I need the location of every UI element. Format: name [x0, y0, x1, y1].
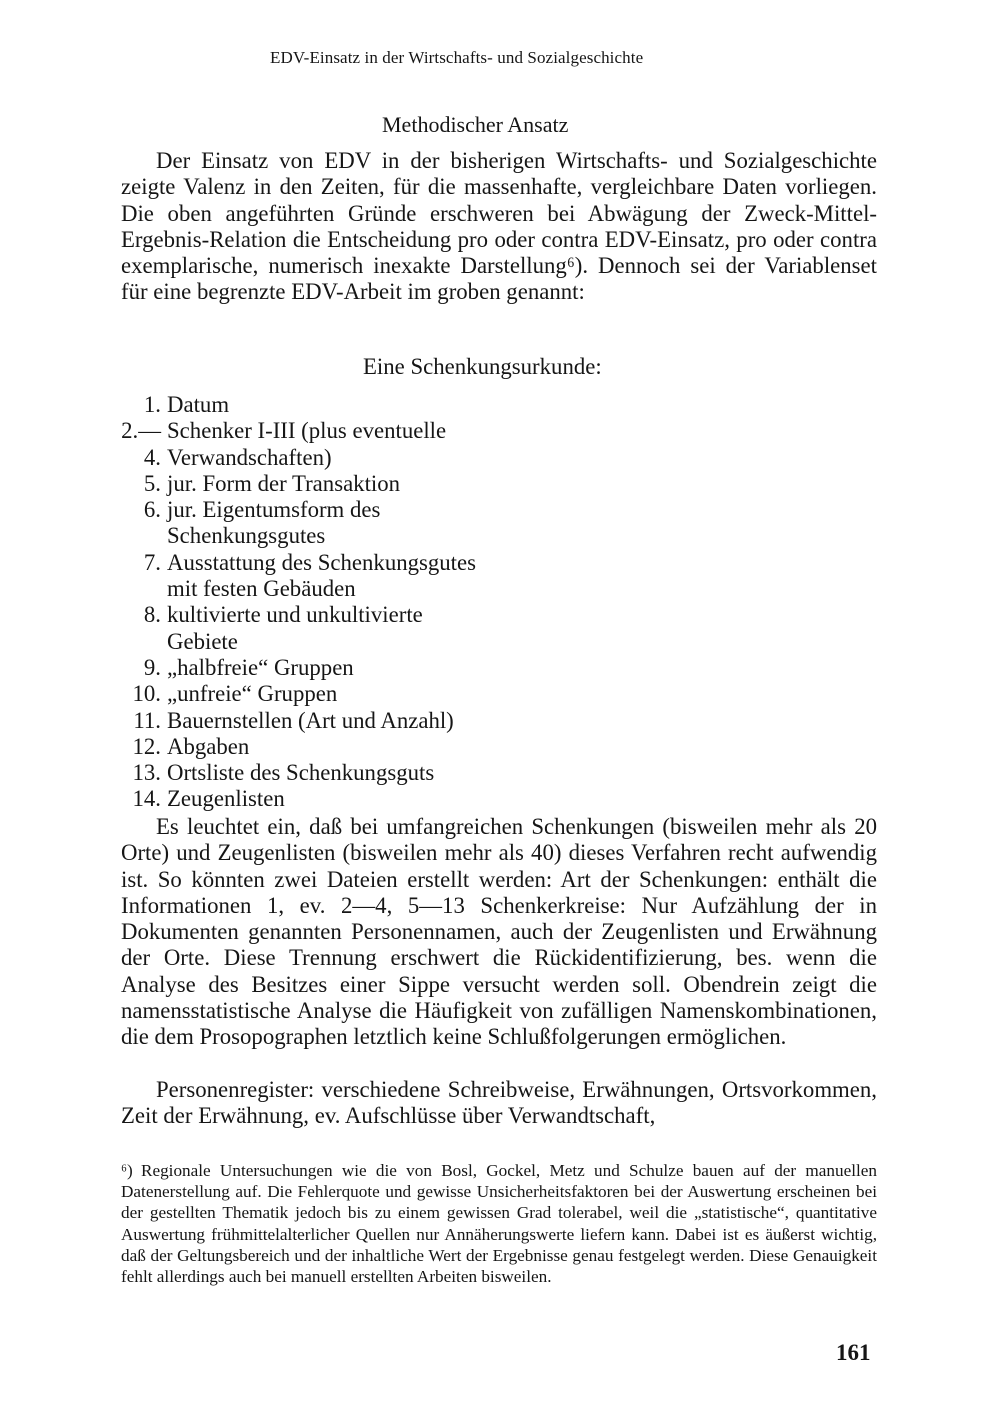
list-item-number: 9. [143, 654, 161, 680]
paragraph-2-text: Es leuchtet ein, daß bei umfangreichen Schenkungen (bisweilen mehr als 20 Orte) und Zeugenlisten (bisweilen mehr als 40) dieses Verfahren recht aufwendig ist. So könnten zwei Dateien erstellt werden: Art der Schenkungen: enthält die Informationen 1, ev. 2—4, 5—13 Schenkerkreise: Nur Aufzählung der in Dokumenten genannten Personennamen, auch der Zeugenlisten und Erwähnung der Orte. Diese Trennung erschwert die Rückidentifizierung, bes. wenn die Analyse des Besitzes einer Sippe versucht werden soll. Obendrein zeigt die namensstatistische Analyse die Häufigkeit von zufälligen Namenskombinationen, die dem Prosopographen letztlich keine Schlußfolgerungen ermöglichen. [121, 814, 877, 1050]
paragraph-3-text: Personenregister: verschiedene Schreibweise, Erwähnungen, Ortsvorkommen, Zeit der Erwähnung, ev. Aufschlüsse über Verwandtschaft, [121, 1077, 877, 1129]
list-item-text: Bauernstellen (Art und Anzahl) [167, 707, 454, 733]
list-item [112, 681, 487, 707]
list-item-text: „halbfreie“ Gruppen [167, 654, 354, 680]
list-item [112, 471, 487, 497]
list-item-text: Ausstattung des Schenkungsgutes mit festen Gebäuden [167, 549, 477, 602]
list-item-text: jur. Eigentumsform des Schenkungsgutes [167, 497, 381, 549]
list-item-number: 5. [143, 470, 161, 496]
list-item-text: Abgaben [167, 733, 250, 759]
list-item-number: 2.—4. [121, 418, 161, 470]
list-item-number: 12. [132, 733, 161, 759]
list-item [112, 786, 487, 812]
list-item-text: Datum [167, 392, 230, 417]
list-item [112, 708, 487, 734]
list-item [112, 655, 487, 681]
list-item [112, 550, 487, 603]
list-item-text: Zeugenlisten [167, 786, 285, 812]
list-item [112, 734, 487, 760]
list-item-text: kultivierte und unkultivierte Gebiete [167, 602, 423, 654]
paragraph-3 [121, 1077, 877, 1130]
list-item [112, 392, 487, 418]
list-item-number: 7. [143, 549, 161, 575]
footnote-text: Regionale Untersuchungen wie die von Bosl, Gockel, Metz und Schulze bauen auf der manuellen Datenerstellung auf. Die Fehlerquote und gewisse Unsicherheitsfaktoren bei der Auswertung erscheinen bei der gestellten Thematik jedoch bis zu einem gewissen Grad tolerabel, weil die „statistische“, quantitative Auswertung frühmittelalterlicher Quellen nur Annäherungswerte liefern kann. Dabei ist es äußerst wichtig, daß der Geltungsbereich und der inhaltliche Wert der Ergebnisse genau festgelegt werden. Diese Genauigkeit fehlt allerdings auch bei manuell erstellten Arbeiten bisweilen. [121, 1161, 877, 1287]
list-item-number: 8. [143, 602, 161, 628]
footnote [121, 1160, 877, 1287]
list-item-number: 14. [132, 786, 161, 812]
paragraph-2 [121, 814, 877, 1051]
paragraph-1-text: Der Einsatz von EDV in der bisherigen Wirtschafts- und Sozialgeschichte zeigte Valenz in den Zeiten, für die massenhafte, vergleichbare Daten vorliegen. Die oben angeführten Gründe erschweren bei Abwägung der Zweck-Mittel-Ergebnis-Relation die Entscheidung pro oder contra EDV-Einsatz, pro oder contra exemplarische, numerisch inexakte Darstellung⁶). Dennoch sei der Variablenset für eine begrenzte EDV-Arbeit im groben genannt: [121, 148, 877, 305]
list-item-text: jur. Form der Transaktion [167, 470, 401, 496]
list-item-text: Schenker I-III (plus eventuelle Verwandschaften) [167, 418, 447, 470]
running-head: EDV-Einsatz in der Wirtschafts- und Sozialgeschichte [270, 48, 644, 67]
page-number: 161 [836, 1340, 871, 1365]
section-heading: Methodischer Ansatz [382, 112, 569, 137]
list-item-text: „unfreie“ Gruppen [167, 681, 338, 707]
list-item-number: 1. [143, 392, 161, 417]
list-item-number: 13. [132, 760, 161, 786]
list-item-text: Ortsliste des Schenkungsguts [167, 760, 435, 786]
variable-list [112, 392, 487, 813]
list-item [112, 418, 487, 471]
list-item [112, 602, 487, 655]
list-item [112, 760, 487, 786]
list-item-number: 10. [132, 681, 161, 707]
paragraph-1 [121, 148, 877, 306]
list-title: Eine Schenkungsurkunde: [363, 354, 602, 379]
list-item-number: 6. [143, 497, 161, 523]
footnote-mark: ⁶) [121, 1161, 133, 1180]
list-item [112, 497, 487, 550]
list-item-number: 11. [133, 707, 161, 733]
